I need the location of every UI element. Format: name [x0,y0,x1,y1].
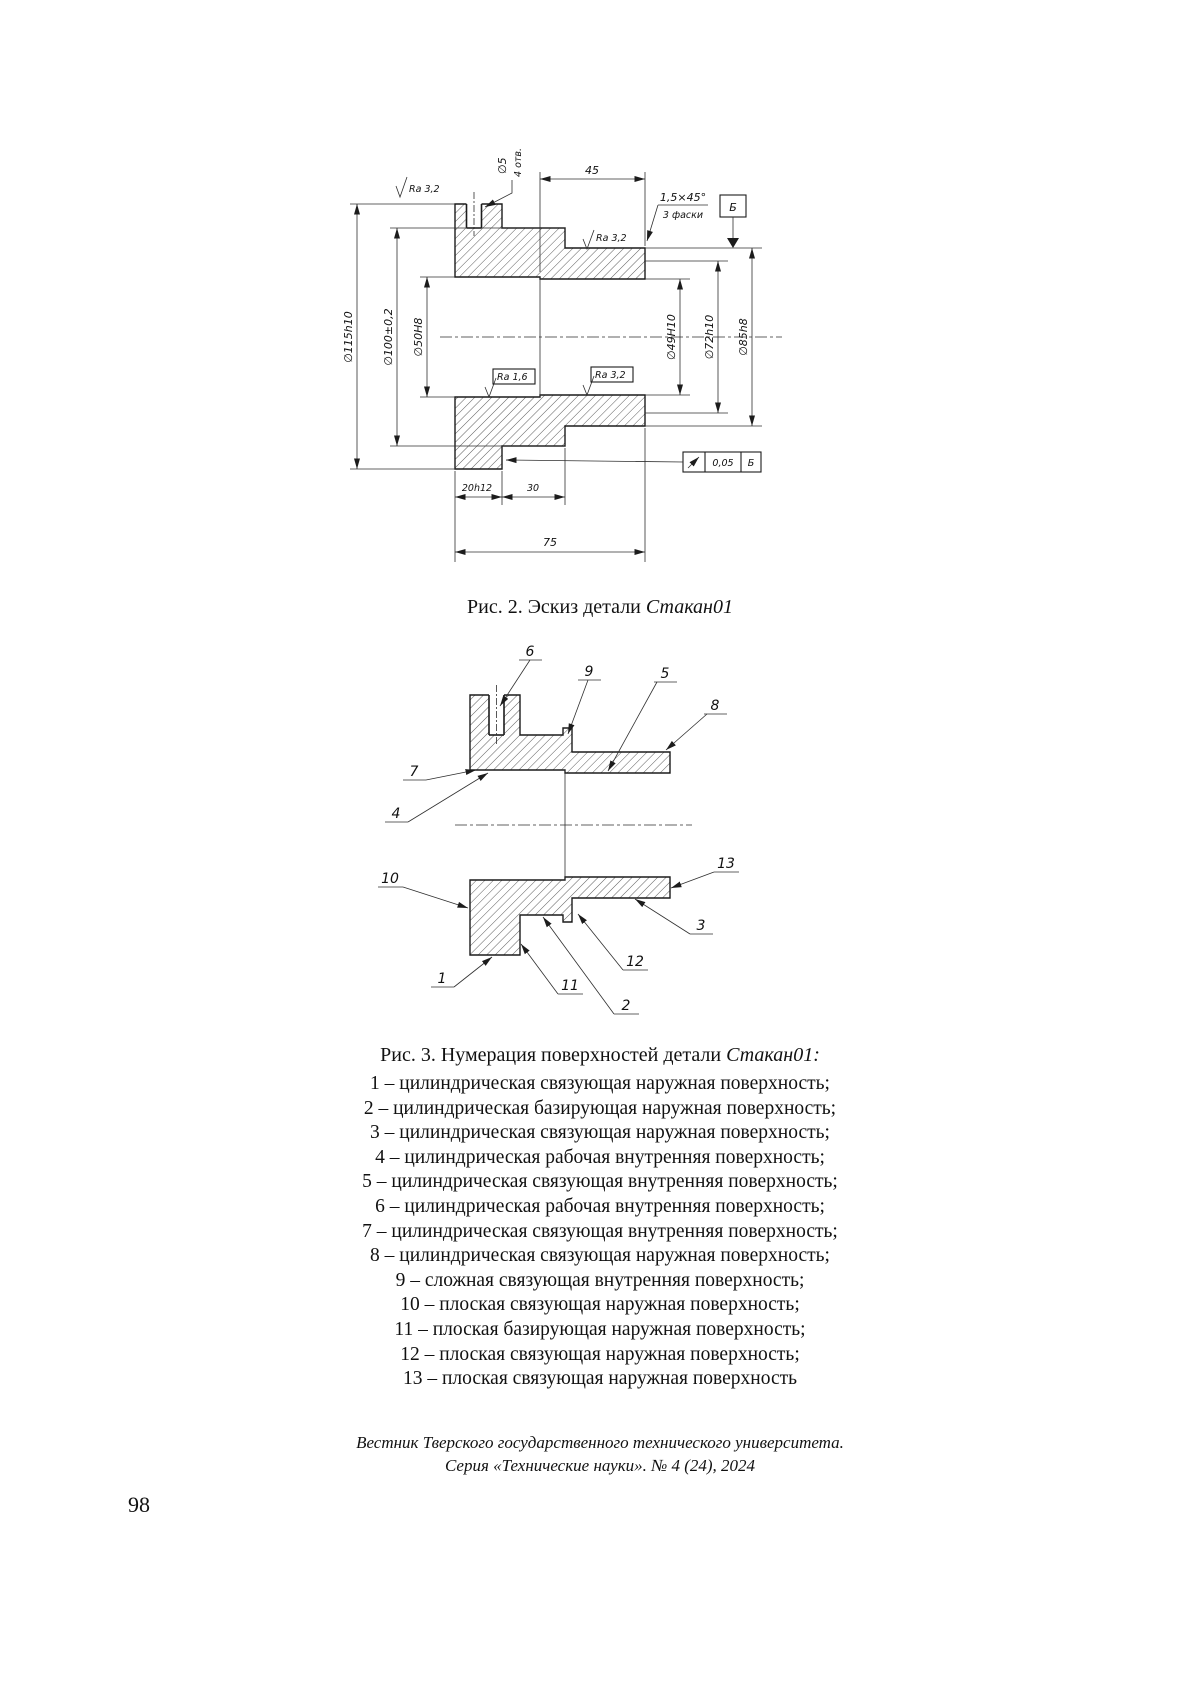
figure3-caption [0,1044,1200,1067]
callout-9-number: 9 [584,664,594,680]
callout-8 [666,698,727,750]
figure3-part-name: Стакан01: [726,1044,820,1066]
callout-10-number: 10 [381,871,399,887]
ra-mark-bore-right [583,367,633,395]
list-item: 5 – цилиндрическая связующая внутренняя поверхность; [362,1171,838,1193]
callout-6 [500,644,542,706]
runout-tolerance-frame [506,452,761,472]
callout-5-number: 5 [660,666,670,682]
dim-dia85-label: ∅85h8 [737,318,750,356]
chamfer-label: 1,5×45° [659,191,707,204]
figure3-drawing [360,640,790,1040]
surface-list [0,1072,1200,1392]
callout-12 [578,914,648,970]
callout-1 [431,957,492,987]
ra-mark-bore-left [485,369,535,397]
datum-b-symbol [720,195,746,248]
callout-3 [635,899,713,934]
figure2-caption [0,596,1200,619]
callout-7-number: 7 [409,764,419,780]
list-item: 9 – сложная связующая внутренняя поверхность; [395,1269,805,1291]
callout-13 [671,856,739,888]
footer-line2: Серия «Технические науки». № 4 (24), 2024 [444,1455,756,1475]
page-number: 98 [128,1492,150,1517]
figure2-part-name: Стакан01 [645,596,733,618]
datum-letter: Б [729,201,737,214]
callout-7 [403,764,476,780]
list-item: 3 – цилиндрическая связующая наружная поверхность; [370,1122,830,1144]
dim-dia100-label: ∅100±0,2 [382,308,395,366]
ra-top-mid-label: Ra 3,2 [596,233,627,244]
list-item: 11 – плоская базирующая наружная поверхность; [394,1318,806,1340]
callout-2-number: 2 [621,998,631,1014]
list-item: 10 – плоская связующая наружная поверхность; [400,1294,800,1316]
chamfer-leader [647,205,658,241]
surface-callouts [378,644,739,1014]
journal-footer [0,1432,1200,1477]
callout-12-number: 12 [626,954,644,970]
figure2-caption-text: Рис. 2. Эскиз детали [467,596,646,618]
callout-4-number: 4 [391,806,401,822]
ra-mark-top-mid [583,230,627,249]
ra-bore-left-label: Ra 1,6 [497,372,528,383]
list-item: 6 – цилиндрическая рабочая внутренняя поверхность; [375,1195,825,1217]
list-item: 2 – цилиндрическая базирующая наружная поверхность; [363,1097,837,1119]
dim-dia72-label: ∅72h10 [703,314,716,360]
callout-8-number: 8 [710,698,720,714]
runout-datum-ref: Б [747,458,755,469]
callout-13-number: 13 [717,856,735,872]
list-item: 4 – цилиндрическая рабочая внутренняя поверхность; [375,1146,825,1168]
ra-bore-right-label: Ra 3,2 [595,370,626,381]
callout-11-number: 11 [561,978,579,994]
lower-wall-section [470,877,670,955]
footer-line1: Вестник Тверского государственного технического университета. [356,1433,844,1452]
chamfer-note-label: 3 фаски [662,210,704,221]
callout-11 [521,944,583,994]
figure3-caption-text: Рис. 3. Нумерация поверхностей детали [380,1044,727,1066]
hole-count-label: 4 отв. [513,147,524,177]
roughness-marks [396,177,633,397]
callout-9 [568,664,601,734]
part-section [455,685,692,955]
hole-leader [485,180,512,207]
ra-top-left-label: Ra 3,2 [409,184,440,195]
dim-30-label: 30 [526,483,540,494]
dim-75-label: 75 [543,536,557,549]
list-item: 1 – цилиндрическая связующая наружная поверхность; [370,1073,830,1094]
runout-leader [506,460,683,462]
list-item: 12 – плоская связующая наружная поверхность; [400,1343,800,1365]
dim-diameters-right [645,248,762,426]
dim-dia50-label: ∅50H8 [412,317,425,357]
list-item: 13 – плоская связующая наружная поверхность [402,1368,798,1390]
ra-mark-top-left [396,177,440,197]
callout-10 [378,871,468,908]
lower-wall-section [455,395,645,469]
callout-2 [543,917,639,1014]
figure2-drawing [300,122,860,592]
datum-triangle-icon [727,238,739,248]
list-item: 7 – цилиндрическая связующая внутренняя поверхность; [362,1220,838,1242]
hole-dia-label: ∅5 [496,157,509,174]
runout-symbol-icon [688,457,699,468]
dim-dia115-label: ∅115h10 [342,311,355,363]
list-item: 8 – цилиндрическая связующая наружная поверхность; [370,1245,830,1267]
dim-20h12-label: 20h12 [461,483,493,494]
callout-3-number: 3 [696,918,706,934]
callout-6-number: 6 [525,644,535,660]
runout-value: 0,05 [712,458,734,469]
dim-dia49-label: ∅49H10 [665,314,678,360]
dim-45-label: 45 [585,164,599,177]
callout-1-number: 1 [437,971,447,987]
callout-4 [385,773,488,822]
